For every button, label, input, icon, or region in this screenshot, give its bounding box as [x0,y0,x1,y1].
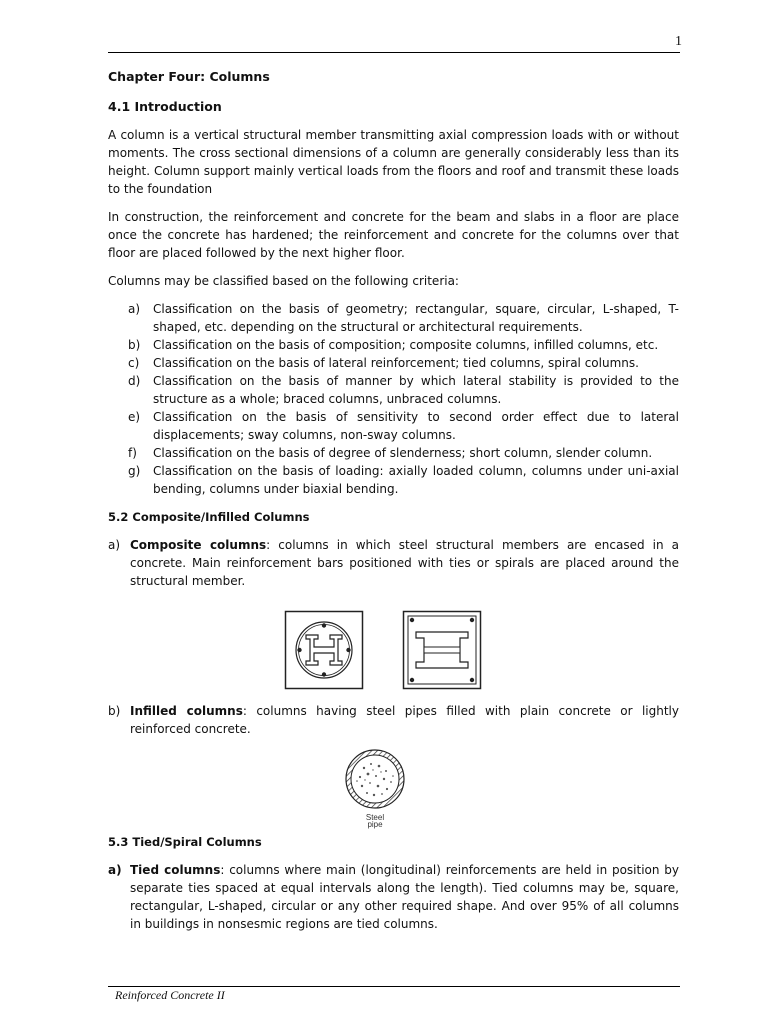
composite-columns-text: : columns in which steel structural members are encased in a concrete. Main reinforcement bars positioned with ties or spirals are placed around the structural member. [130,538,680,588]
infilled-columns-item [108,702,679,738]
tied-columns-label: Tied columns [130,863,221,877]
list-marker: c) [128,356,140,370]
intro-paragraph-1: A column is a vertical structural member transmitting axial compression loads with or without moments. The cross sectional dimensions of a column are generally considerably less than its height. Column support mainly vertical loads from the floors and roof and transmit these loads to the foundation [108,128,679,196]
list-item [108,354,679,372]
item-marker: a) [108,538,121,552]
classification-criteria-list [108,300,679,498]
section-5-3-heading: 5.3 Tied/Spiral Columns [108,835,262,849]
list-item [108,444,679,462]
list-marker: b) [128,338,141,352]
list-item [108,300,679,336]
tied-columns-text: : columns where main (longitudinal) reinforcements are held in position by separate ties spaced at equal intervals along the length). Tied columns may be, square, rectangular, L-shaped, circular or any other required shape. And over 95% of all columns in buildings in nonsesmic regions are tied columns. [130,863,679,931]
list-item-text: Classification on the basis of composition; composite columns, infilled columns, etc. [153,338,659,352]
list-item-text: Classification on the basis of degree of slenderness; short column, slender column. [153,446,653,460]
list-item-text: Classification on the basis of geometry; rectangular, square, circular, L-shaped, T-shaped, etc. depending on the structural or architectural requirements. [153,302,679,334]
infilled-columns-label: Infilled columns [130,704,243,718]
steel-pipe-figure [340,748,410,829]
steel-pipe-drawing [340,748,410,810]
pipe-caption-line-2: pipe [367,820,383,829]
list-item-text: Classification on the basis of lateral reinforcement; tied columns, spiral columns. [153,356,639,370]
list-item [108,372,679,408]
section-5-2-heading: 5.2 Composite/Infilled Columns [108,510,310,524]
list-item [108,462,679,498]
list-item-text: Classification on the basis of loading: axially loaded column, columns under uni-axial bending, columns under biaxial bending. [153,464,679,496]
composite-columns-item [108,536,679,590]
list-marker: e) [128,410,141,424]
item-marker: b) [108,704,121,718]
list-item-text: Classification on the basis of sensitivity to second order effect due to lateral displacements; sway columns, non-sway columns. [153,410,679,442]
list-item [108,408,679,444]
intro-paragraph-2: In construction, the reinforcement and concrete for the beam and slabs in a floor are place once the concrete has hardened; the reinforcement and concrete for the columns over that floor are placed followed by the next higher floor. [108,210,679,260]
list-marker: f) [128,446,137,460]
list-marker: g) [128,464,141,478]
item-marker: a) [108,863,122,877]
steel-section-figure [402,610,482,690]
pipe-caption-line-1: Steel [365,813,385,822]
encased-section-figure [284,610,364,690]
page-number: 1 [675,34,682,49]
list-item [108,336,679,354]
tied-columns-item [108,861,679,933]
list-marker: d) [128,374,141,388]
footer-title: Reinforced Concrete II [115,988,225,1002]
header-rule [108,52,680,53]
chapter-title: Chapter Four: Columns [108,69,270,84]
list-item-text: Classification on the basis of manner by which lateral stability is provided to the structure as a whole; braced columns, unbraced columns. [153,374,679,406]
section-4-1-heading: 4.1 Introduction [108,99,222,114]
infilled-columns-text: : columns having steel pipes filled with plain concrete or lightly reinforced concrete. [130,704,679,736]
composite-column-figures [284,610,679,690]
page-content [108,68,679,943]
intro-paragraph-3: Columns may be classified based on the following criteria: [108,274,459,288]
footer-rule [108,986,680,987]
composite-columns-label: Composite columns [130,538,267,552]
list-marker: a) [128,302,141,316]
